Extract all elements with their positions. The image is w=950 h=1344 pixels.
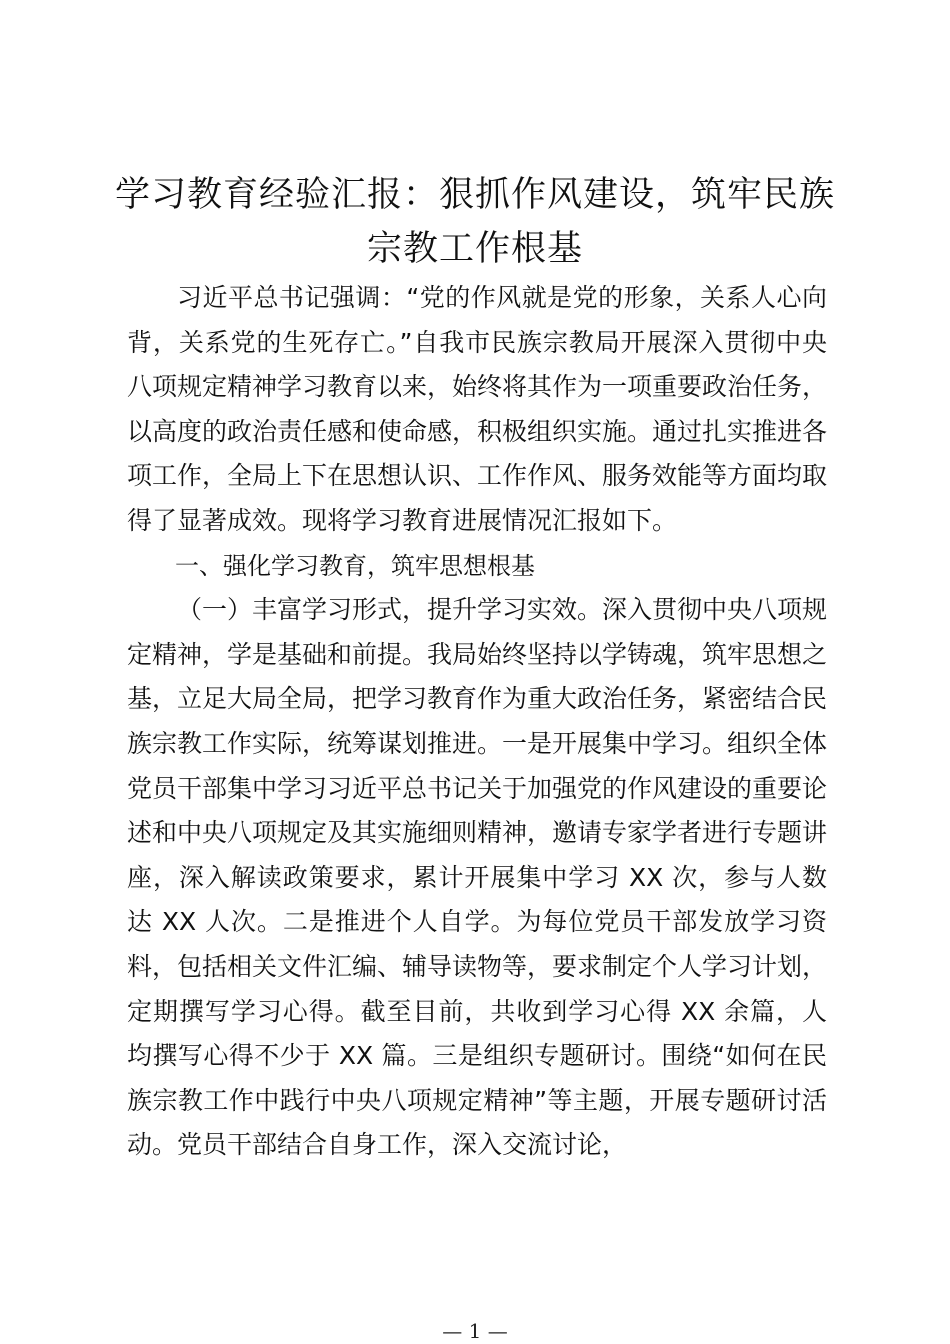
document-body xyxy=(127,276,827,1168)
intro-paragraph: 习近平总书记强调：“党的作风就是党的形象，关系人心向背，关系党的生死存亡。”自我市民族宗教局开展深入贯彻中央八项规定精神学习教育以来，始终将其作为一项重要政治任务，以高度的政治责任感和使命感，积极组织实施。通过扎实推进各项工作，全局上下在思想认识、工作作风、服务效能等方面均取得了显著成效。现将学习教育进展情况汇报如下。 xyxy=(127,283,828,535)
subsection-paragraph-1: （一）丰富学习形式，提升学习实效。深入贯彻中央八项规定精神，学是基础和前提。我局始终坚持以学铸魂，筑牢思想之基，立足大局全局，把学习教育作为重大政治任务，紧密结合民族宗教工作实际，统筹谋划推进。一是开展集中学习。组织全体党员干部集中学习习近平总书记关于加强党的作风建设的重要论述和中央八项规定及其实施细则精神，邀请专家学者进行专题讲座，深入解读政策要求，累计开展集中学习 XX 次，参与人数达 XX 人次。二是推进个人自学。为每位党员干部发放学习资料，包括相关文件汇编、辅导读物等，要求制定个人学习计划，定期撰写学习心得。截至目前，共收到学习心得 XX 余篇，人均撰写心得不少于 XX 篇。三是组织专题研讨。围绕“如何在民族宗教工作中践行中央八项规定精神”等主题，开展专题研讨活动。党员干部结合自身工作，深入交流讨论， xyxy=(127,595,828,1160)
section-heading-1: 一、强化学习教育，筑牢思想根基 xyxy=(175,551,535,580)
document-title: 学习教育经验汇报：狠抓作风建设，筑牢民族宗教工作根基 xyxy=(114,175,835,269)
page-number: — 1 — xyxy=(442,1319,508,1343)
